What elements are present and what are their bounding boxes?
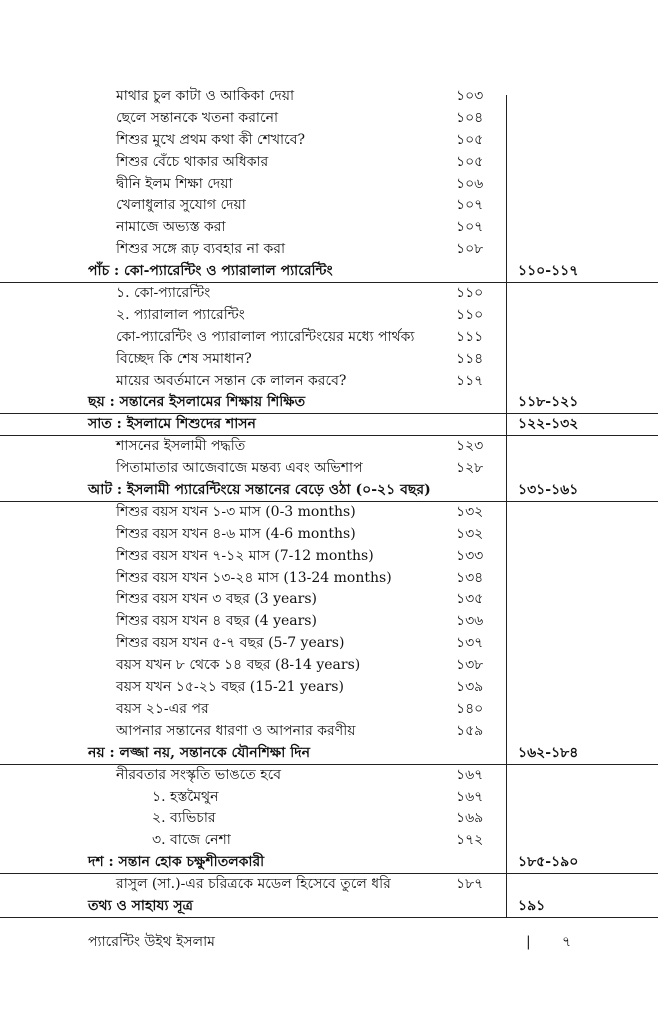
- entry-title: আপনার সন্তানের ধারণা ও আপনার করণীয়: [116, 722, 356, 739]
- entry-title: বিচ্ছেদ কি শেষ সমাধান?: [116, 350, 252, 367]
- toc-entry-row: [0, 174, 658, 196]
- toc-entry-row: [0, 633, 658, 655]
- footer-book-title: প্যারেন্টিং উইথ ইসলাম: [88, 934, 215, 950]
- chapter-page-range: ১১৮-১২১: [518, 394, 579, 411]
- entry-page-number: ১৩৫: [456, 591, 484, 608]
- toc-entry-row: [0, 787, 658, 809]
- entry-title: শিশুর বয়স যখন ১-৩ মাস (0-3 months): [116, 503, 356, 520]
- entry-title: শিশুর মুখে প্রথম কথা কী শেখাবে?: [116, 131, 306, 148]
- toc-entry-row: [0, 436, 658, 458]
- entry-title: নীরবতার সংস্কৃতি ভাঙতে হবে: [116, 766, 282, 783]
- entry-page-number: ১৫৯: [456, 722, 484, 739]
- toc-entry-row: [0, 830, 658, 852]
- chapter-title: দশ : সন্তান হোক চক্ষুশীতলকারী: [88, 854, 265, 871]
- toc-entry-row: [0, 677, 658, 699]
- toc-entry-row: [0, 721, 658, 743]
- entry-page-number: ১০৭: [456, 219, 484, 236]
- entry-title: শিশুর বয়স যখন ১৩-২৪ মাস (13-24 months): [116, 569, 392, 586]
- entry-page-number: ১৩৮: [456, 657, 484, 674]
- toc-entry-row: [0, 327, 658, 349]
- chapter-page-range: ১৮৫-১৯০: [518, 854, 579, 871]
- entry-page-number: ১৩৬: [456, 613, 484, 630]
- toc-chapter-row: [0, 896, 658, 918]
- entry-page-number: ১৩২: [456, 503, 484, 520]
- entry-page-number: ১০৪: [456, 109, 484, 126]
- entry-page-number: ১৬৭: [456, 766, 484, 783]
- entry-title: শিশুর বয়স যখন ৪-৬ মাস (4-6 months): [116, 525, 356, 542]
- chapter-title: তথ্য ও সাহায্য সূত্র: [88, 897, 193, 914]
- entry-page-number: ১১০: [456, 306, 484, 323]
- footer-page-number: ৭: [562, 934, 572, 950]
- chapter-title: নয় : লজ্জা নয়, সন্তানকে যৌনশিক্ষা দিন: [88, 744, 310, 761]
- chapter-title: পাঁচ : কো-প্যারেন্টিং ও প্যারালাল প্যারেন্টিং: [88, 263, 333, 280]
- toc-chapter-row: [0, 414, 658, 436]
- toc-entry-row: [0, 874, 658, 896]
- toc-entry-row: [0, 195, 658, 217]
- toc-entry-row: [0, 611, 658, 633]
- toc-entry-row: [0, 589, 658, 611]
- page-footer: [0, 930, 658, 954]
- entry-title: বয়স যখন ৮ থেকে ১৪ বছর (8-14 years): [116, 657, 361, 674]
- chapter-page-range: ১৩১-১৬১: [518, 482, 579, 499]
- entry-title: শাসনের ইসলামী পদ্ধতি: [116, 438, 246, 455]
- toc-entry-row: [0, 808, 658, 830]
- entry-title: শিশুর বয়স যখন ৩ বছর (3 years): [116, 591, 317, 608]
- entry-title: দ্বীনি ইলম শিক্ষা দেয়া: [116, 175, 233, 192]
- entry-page-number: ১২৮: [456, 460, 484, 477]
- entry-page-number: ১১০: [456, 285, 484, 302]
- toc-entry-row: [0, 108, 658, 130]
- entry-page-number: ১৮৭: [456, 876, 484, 893]
- table-of-contents: [0, 86, 658, 918]
- entry-title: ১. হস্তমৈথুন: [152, 788, 219, 805]
- entry-title: শিশুর বেঁচে থাকার অধিকার: [116, 153, 269, 170]
- footer-separator: |: [526, 934, 531, 950]
- toc-entry-row: [0, 86, 658, 108]
- entry-title: ২. ব্যভিচার: [152, 810, 216, 827]
- toc-entry-row: [0, 546, 658, 568]
- toc-chapter-row: [0, 743, 658, 765]
- entry-title: শিশুর সঙ্গে রূঢ় ব্যবহার না করা: [116, 241, 286, 258]
- toc-chapter-row: [0, 261, 658, 283]
- page-column-divider: [506, 95, 507, 918]
- entry-title: ৩. বাজে নেশা: [152, 832, 231, 849]
- entry-page-number: ১৩৯: [456, 679, 484, 696]
- entry-page-number: ১২৩: [456, 438, 484, 455]
- entry-title: শিশুর বয়স যখন ৪ বছর (4 years): [116, 613, 317, 630]
- chapter-page-range: ১৬২-১৮৪: [518, 744, 579, 761]
- toc-entry-row: [0, 239, 658, 261]
- entry-page-number: ১৩৩: [456, 547, 484, 564]
- toc-chapter-row: [0, 392, 658, 414]
- entry-title: ১. কো-প্যারেন্টিং: [116, 285, 211, 302]
- entry-title: কো-প্যারেন্টিং ও প্যারালাল প্যারেন্টিংয়ের মধ্যে পার্থক্য: [116, 328, 415, 345]
- entry-page-number: ১০৫: [456, 153, 484, 170]
- entry-page-number: ১৪০: [456, 700, 484, 717]
- chapter-page-range: ১২২-১৩২: [518, 416, 579, 433]
- chapter-title: আট : ইসলামী প্যারেন্টিংয়ে সন্তানের বেড়ে ওঠা (০-২১ বছর): [88, 482, 431, 499]
- entry-title: বয়স যখন ১৫-২১ বছর (15-21 years): [116, 679, 344, 696]
- entry-title: শিশুর বয়স যখন ৭-১২ মাস (7-12 months): [116, 547, 374, 564]
- toc-entry-row: [0, 371, 658, 393]
- toc-entry-row: [0, 152, 658, 174]
- toc-entry-row: [0, 568, 658, 590]
- chapter-page-range: ১৯১: [518, 897, 546, 914]
- entry-title: খেলাধুলার সুযোগ দেয়া: [116, 197, 246, 214]
- toc-entry-row: [0, 283, 658, 305]
- toc-entry-row: [0, 217, 658, 239]
- toc-chapter-row: [0, 852, 658, 874]
- entry-page-number: ১০৭: [456, 197, 484, 214]
- entry-title: ছেলে সন্তানকে খতনা করানো: [116, 109, 279, 126]
- toc-entry-row: [0, 305, 658, 327]
- chapter-title: সাত : ইসলামে শিশুদের শাসন: [88, 416, 256, 433]
- entry-title: পিতামাতার আজেবাজে মন্তব্য এবং অভিশাপ: [116, 460, 363, 477]
- toc-entry-row: [0, 765, 658, 787]
- entry-page-number: ১৩৪: [456, 569, 484, 586]
- entry-title: নামাজে অভ্যস্ত করা: [116, 219, 226, 236]
- toc-entry-row: [0, 502, 658, 524]
- chapter-page-range: ১১০-১১৭: [518, 263, 579, 280]
- entry-title: বয়স ২১-এর পর: [116, 700, 209, 717]
- toc-entry-row: [0, 130, 658, 152]
- entry-page-number: ১৩৭: [456, 635, 484, 652]
- entry-page-number: ১১৪: [456, 350, 484, 367]
- entry-title: মাথার চুল কাটা ও আকিকা দেয়া: [116, 88, 295, 104]
- entry-page-number: ১০৫: [456, 131, 484, 148]
- entry-page-number: ১০৮: [456, 241, 484, 258]
- entry-page-number: ১০৬: [456, 175, 484, 192]
- entry-title: ২. প্যারালাল প্যারেন্টিং: [116, 306, 245, 323]
- toc-entry-row: [0, 458, 658, 480]
- entry-title: মায়ের অবর্তমানে সন্তান কে লালন করবে?: [116, 372, 347, 389]
- toc-entry-row: [0, 655, 658, 677]
- entry-page-number: ১১৭: [456, 372, 484, 389]
- entry-page-number: ১৩২: [456, 525, 484, 542]
- toc-entry-row: [0, 699, 658, 721]
- toc-entry-row: [0, 524, 658, 546]
- entry-page-number: ১১১: [456, 328, 484, 345]
- entry-title: শিশুর বয়স যখন ৫-৭ বছর (5-7 years): [116, 635, 345, 652]
- entry-page-number: ১৬৯: [456, 810, 484, 827]
- entry-page-number: ১৭২: [456, 832, 484, 849]
- entry-title: রাসুল (সা.)-এর চরিত্রকে মডেল হিসেবে তুলে ধরি: [116, 876, 391, 893]
- entry-page-number: ১৬৭: [456, 788, 484, 805]
- entry-page-number: ১০৩: [456, 88, 484, 104]
- toc-chapter-row: [0, 480, 658, 502]
- toc-entry-row: [0, 349, 658, 371]
- chapter-title: ছয় : সন্তানের ইসলামের শিক্ষায় শিক্ষিত: [88, 394, 306, 411]
